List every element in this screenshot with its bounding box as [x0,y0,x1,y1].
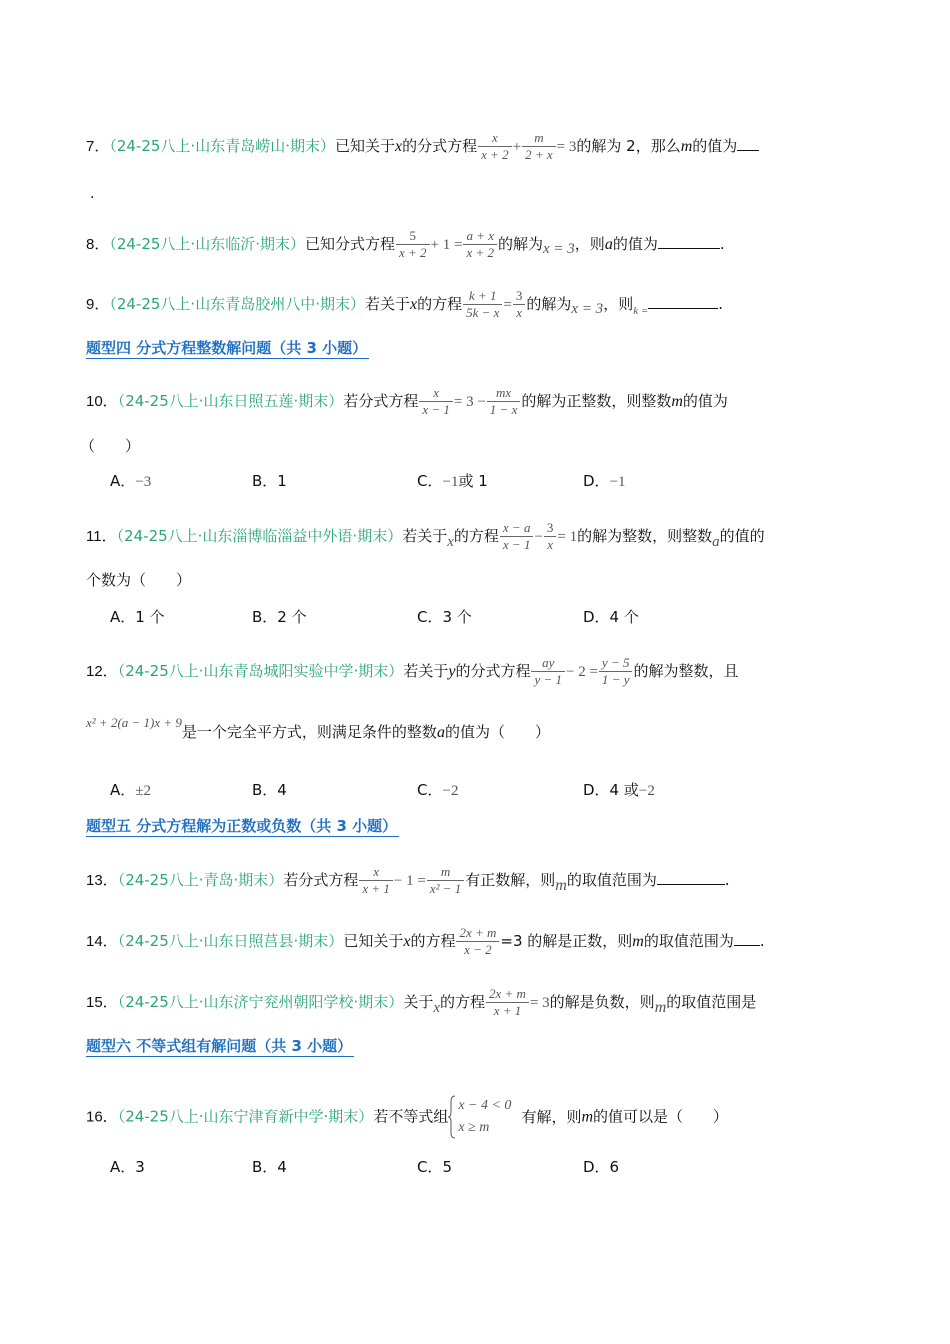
period: . [719,235,725,253]
question-14 [86,925,890,958]
option-b[interactable]: B．2 个 [252,608,307,626]
answer-blank[interactable] [734,931,760,946]
question-text: 的方程 [417,295,463,313]
math-operator: = 3 − [453,394,486,410]
question-source: （24-25八上·山东宁津育新中学·期末） [117,1107,374,1126]
question-text: 的取值范围为 [643,932,734,950]
answer-blank[interactable] [648,294,718,309]
fraction: $\frac{m}{\text{x² − 1}}$ [427,864,464,897]
question-number: 16． [86,1108,118,1126]
variable: x [433,1000,440,1016]
answer-blank[interactable] [737,136,759,151]
section-heading: 题型五 分式方程解为正数或负数（共 3 小题） [86,817,398,835]
fraction: $\frac{m}{2 + x}$ [522,130,556,163]
period: . [724,871,730,889]
math-operator: = 3 [556,139,577,155]
question-text: 的值的 [719,527,765,545]
variable: x [394,138,403,155]
question-text: 已知关于 [343,932,404,950]
option-d[interactable]: D．4 或−2 [583,781,655,799]
question-text: 的解为 [526,295,572,313]
question-number: 15． [86,994,118,1011]
stray-period: . [90,186,95,202]
math-operator: − [534,529,543,545]
math-operator: = 3 [529,995,550,1011]
option-c[interactable]: C．5 [417,1158,453,1176]
question-text: 的分式方程 [402,137,478,155]
fraction: $\frac{2x + m}{x + 1}$ [486,986,529,1019]
option-a[interactable]: A．3 [110,1158,145,1176]
question-text: 的值为（ ） [444,723,550,741]
option-c[interactable]: C．3 个 [417,608,472,626]
variable: a [436,724,445,741]
question-text: 的解为整数，则整数 [577,527,713,545]
question-text: 若分式方程 [283,871,359,889]
question-text: 关于 [403,993,434,1011]
fraction: $\frac{x}{x + 2}$ [478,130,512,163]
fraction: $\frac{a + x}{x + 2}$ [463,228,497,261]
question-text: 已知关于 [334,137,395,155]
question-source: （24-25八上·山东青岛城阳实验中学·期末） [117,662,404,680]
period: . [718,295,724,313]
math-operator: − 2 = [566,664,598,680]
question-number: 7． [86,138,110,155]
question-text: 的解为整数，且 [633,662,739,680]
fraction: $\frac{3}{x}$ [544,520,557,553]
fraction: $\frac{2x + m}{x - 2}$ [456,925,499,958]
fraction: $\frac{mx}{1 - x}$ [487,385,521,418]
fraction: $\frac{x}{x - 1}$ [419,385,453,418]
variable: m [555,877,567,894]
question-number: 11． [86,528,117,545]
question-number: 13． [86,872,118,889]
question-text: 若不等式组 [373,1107,449,1126]
question-text: 若关于 [403,662,449,680]
inequality-row: x − 4 < 0 [458,1098,512,1113]
question-11 [86,520,890,553]
math-operator: + [512,139,522,155]
question-source: （24-25八上·山东淄博临淄益中外语·期末） [116,527,403,545]
question-text: 若关于 [364,295,410,313]
option-d[interactable]: D．−1 [583,472,626,490]
question-text: 的取值范围为 [566,871,657,889]
fraction: $\frac{x - a}{x - 1}$ [500,520,534,553]
question-source: （24-25八上·青岛·期末） [117,871,284,889]
fraction: $\frac{x}{x + 1}$ [359,864,393,897]
question-source: （24-25八上·山东日照五莲·期末） [117,392,344,410]
fraction: $\frac{3}{x}$ [513,288,526,321]
question-text: 是一个完全平方式，则满足条件的整数 [181,723,437,741]
variable: x [409,296,418,313]
option-b[interactable]: B．4 [252,1158,287,1176]
question-text: 的值为 [612,235,658,253]
question-text: 有解，则 [521,1107,582,1126]
option-b[interactable]: B．1 [252,472,287,490]
variable: a [712,534,720,550]
fraction: $\frac{5}{x + 2}$ [396,228,430,261]
question-9 [86,288,890,321]
period: . [759,932,765,950]
option-a[interactable]: A．±2 [110,781,151,799]
question-text: 的方程 [410,932,456,950]
question-text: 的分式方程 [455,662,531,680]
question-16 [86,1095,890,1139]
math-operator: = 1 [557,529,578,545]
question-12 [86,655,890,688]
question-number: 12． [86,663,118,680]
option-a[interactable]: A．1 个 [110,608,165,626]
answer-blank[interactable] [658,234,720,249]
variable: x [403,933,411,950]
question-text: 的值为 [682,392,728,410]
question-text: 的方程 [453,527,499,545]
question-number: 8． [86,236,110,253]
option-b[interactable]: B．4 [252,781,287,799]
question-text: 的值可以是（ ） [593,1107,729,1126]
math-operator: + 1 = [430,237,463,253]
option-c[interactable]: C．−1或 1 [417,472,488,490]
variable: m [654,999,667,1016]
question-text: 已知分式方程 [304,235,395,253]
question-text: 的解是负数，则 [549,993,655,1011]
question-text: 的解为正整数，则整数 [521,392,672,410]
question-10 [86,385,890,418]
question-text: =3 的解是正数，则 [500,932,633,950]
answer-paren: （ ） [80,437,141,455]
question-text: 若分式方程 [343,392,419,410]
question-text: ，则 [603,295,634,313]
left-brace-icon [448,1095,456,1139]
question-number: 9． [86,296,110,313]
question-text: 若关于 [402,527,448,545]
question-source: （24-25八上·山东临沂·期末） [109,235,305,253]
question-text: 的值为 [692,137,738,155]
question-source: （24-25八上·山东济宁兖州朝阳学校·期末） [117,993,404,1011]
section-heading: 题型四 分式方程整数解问题（共 3 小题） [86,339,368,357]
option-a[interactable]: A．−3 [110,472,152,490]
question-source: （24-25八上·山东青岛崂山·期末） [109,137,335,155]
variable: x [447,534,454,550]
question-12-line-2 [86,715,890,743]
solution-value: x = 3 [571,301,604,317]
variable: a [604,236,613,253]
variable: m [581,1108,594,1126]
question-number: 10． [86,393,118,410]
option-d[interactable]: D．6 [583,1158,620,1176]
question-15 [86,986,890,1019]
inequality-row: x ≥ m [458,1120,490,1135]
section-heading: 题型六 不等式组有解问题（共 3 小题） [86,1037,353,1055]
question-13 [86,864,890,897]
math-operator: = [503,297,512,313]
question-number: 14． [86,933,118,950]
question-source: （24-25八上·山东日照莒县·期末） [117,932,344,950]
fraction: $\frac{y - 5}{1 - y}$ [599,655,633,688]
inequality-system [448,1095,511,1139]
question-text: 的解为 2，那么 [576,137,681,155]
option-c[interactable]: C．−2 [417,781,459,799]
solution-value: x = 3 [543,241,575,257]
expression: x² + 2(a − 1)x + 9 [86,715,182,730]
question-text: 的方程 [440,993,486,1011]
fraction: $\frac{ay}{y - 1}$ [531,655,565,688]
variable: m [671,393,683,410]
option-d[interactable]: D．4 个 [583,608,639,626]
question-8 [86,228,890,261]
question-text: 的取值范围是 [666,993,757,1011]
question-7 [86,130,890,163]
question-text: 有正数解，则 [465,871,556,889]
k-label: k = [633,305,649,317]
variable: y [448,663,456,680]
question-text: 的解为 [498,235,544,253]
question-11-line-2: 个数为（ ） [86,571,192,589]
answer-blank[interactable] [657,870,725,885]
fraction: $\frac{k + 1}{5k - x}$ [463,288,502,321]
variable: m [632,933,644,950]
question-source: （24-25八上·山东青岛胶州八中·期末） [109,295,365,313]
variable: m [680,138,693,155]
question-text: ，则 [574,235,605,253]
math-operator: − 1 = [393,873,426,889]
